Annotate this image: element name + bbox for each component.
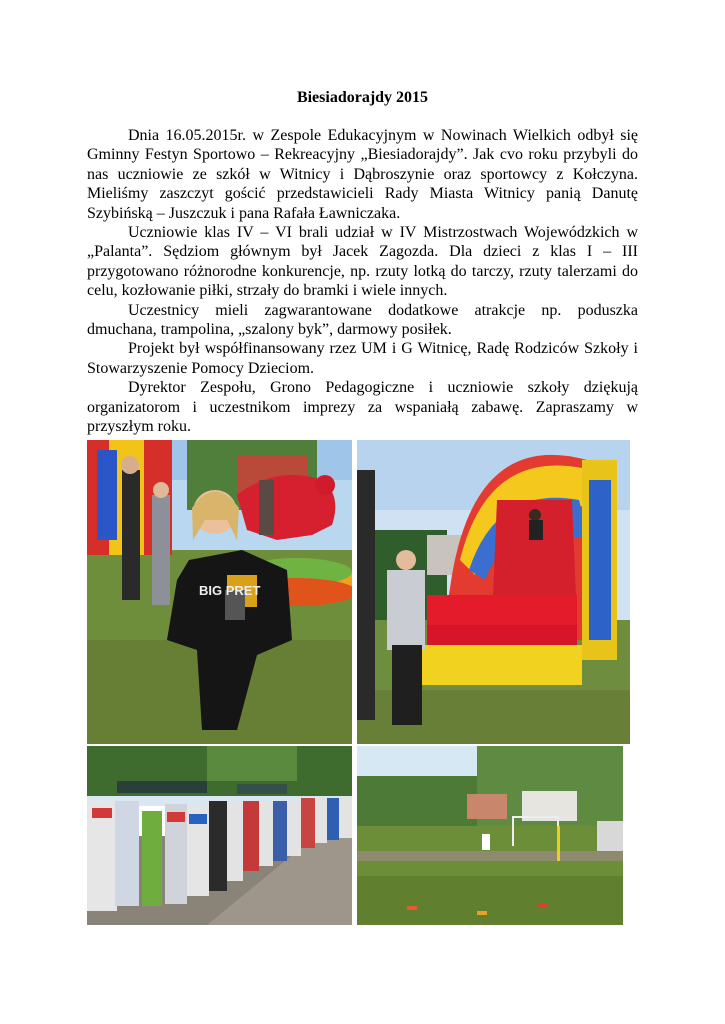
- paragraph-thanks: Dyrektor Zespołu, Grono Pedagogiczne i uczniowie szkoły dziękują organizatorom i uczestnikom imprezy za wspaniałą zabawę. Zapraszamy w przyszłym roku.: [87, 379, 638, 436]
- document-body: [87, 126, 638, 437]
- paragraph-competition: Uczniowie klas IV – VI brali udział w IV Mistrzostwach Wojewódzkich w „Palanta”. Sędziom głównym był Jacek Zagozda. Dla dzieci z klas I – III przygotowano różnorodne konkurencje, np. rzuty lotką do tarczy, rzuty talerzami do celu, kozłowanie piłki, strzały do bramki i wiele innych.: [87, 224, 638, 300]
- document-title: Biesiadorajdy 2015: [296, 89, 429, 106]
- photo-sports-field: [357, 746, 623, 925]
- photo-participants-crowd: [87, 746, 352, 925]
- paragraph-attractions: Uczestnicy mieli zagwarantowane dodatkowe atrakcje np. poduszka dmuchana, trampolina, „szalony byk”, darmowy posiłek.: [87, 301, 638, 339]
- paragraph-funding: Projekt był współfinansowany rzez UM i G Witnicę, Radę Rodziców Szkoły i Stowarzyszenie Pomocy Dzieciom.: [87, 340, 638, 377]
- photo-inflatable-slide: [357, 440, 630, 744]
- paragraph-intro: Dnia 16.05.2015r. w Zespole Edukacyjnym w Nowinach Wielkich odbył się Gminny Festyn Sportowo – Rekreacyjny „Biesiadorajdy”. Jak cvo roku przybyli do nas uczniowie ze szkół w Witnicy i Dąbroszynie oraz sportowcy z Kołczyna. Mieliśmy zaszczyt gościć przedstawicieli Rady Miasta Witnicy panią Danutę Szybińską – Juszczuk i pana Rafała Ławniczaka.: [87, 127, 638, 222]
- photo-girl-with-bull: [87, 440, 352, 744]
- shirt-print: BIG PRET: [199, 583, 261, 598]
